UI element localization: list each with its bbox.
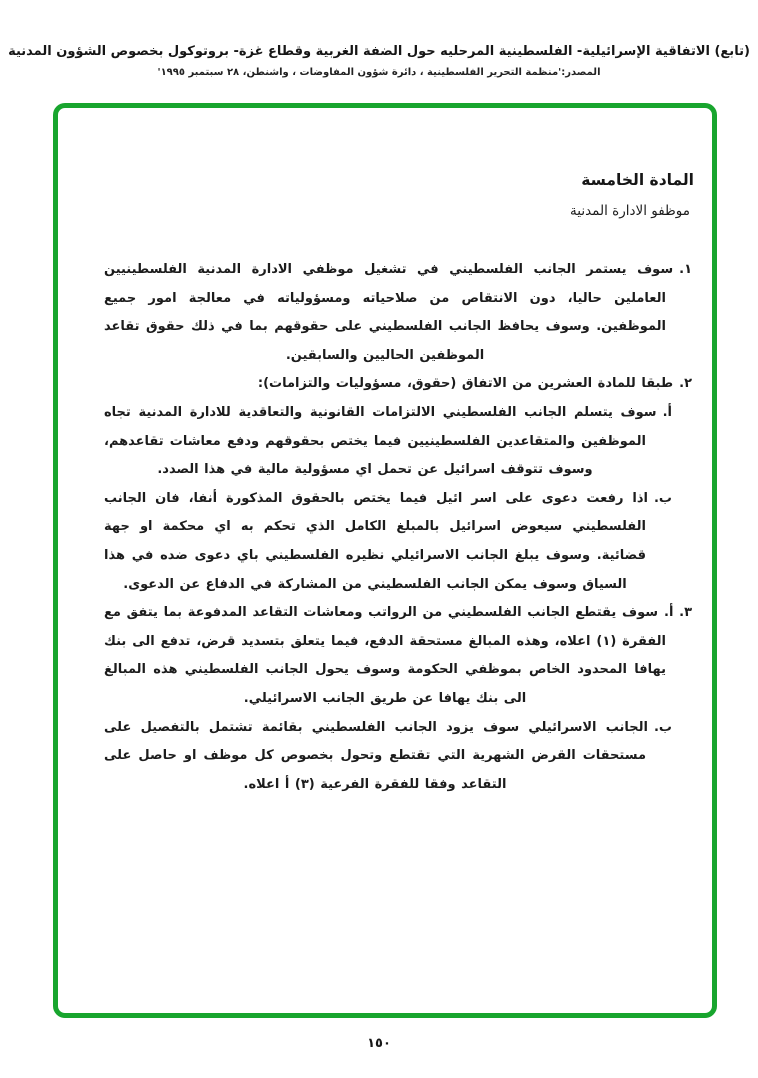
paragraph-1-text: سوف يستمر الجانب الفلسطيني في تشغيل موظفي الادارة المدنية الفلسطينيين العاملين حاليا، دون الانتقاص من صلاحياته ومسؤولياته في معالجة امور جميع الموظفين. وسوف يحافظ الجانب الفلسطيني على حقوقهم بما في ذلك حقوق تقاعد الموظفين الحاليين والسابقين. xyxy=(104,262,674,363)
document-header-source: المصدر:'منظمة التحرير الفلسطينية ، دائرة شؤون المفاوضات ، واشنطن، ٢٨ سبتمبر ١٩٩٥' xyxy=(157,67,601,78)
paragraph-2a xyxy=(104,399,672,485)
frame-content xyxy=(58,108,712,1013)
paragraph-2a-text: سوف يتسلم الجانب الفلسطيني الالتزامات القانونية والتعاقدية للادارة المدنية تجاه الموظفين والمتقاعدين الفلسطينيين فيما يختص بحقوقهم ودفع معاشات تقاعدهم، وسوف تتوقف اسرائيل عن تحمل اي مسؤولية مالية في هذا الصدد. xyxy=(104,404,657,478)
paragraph-3b xyxy=(104,714,672,800)
paragraph-3a xyxy=(104,599,692,713)
paragraph-2a-marker: أ. xyxy=(662,404,672,420)
article-body xyxy=(58,256,712,799)
paragraph-3a-marker: ٣. أ. xyxy=(664,605,692,621)
paragraph-3b-text: الجانب الاسرائيلي سوف يزود الجانب الفلسطيني بقائمة تشتمل بالتفصيل على مستحقات القرض الشهرية التي تقتطع وتحول بخصوص كل موظف او حاصل على التقاعد وفقا للفقرة الفرعية (٣) أ اعلاه. xyxy=(104,719,648,792)
paragraph-2-text: طبقا للمادة العشرين من الاتفاق (حقوق، مسؤوليات والتزامات): xyxy=(257,376,674,392)
article-subtitle: موظفو الادارة المدنية xyxy=(570,203,690,219)
paragraph-2b-text: اذا رفعت دعوى على اسر ائيل فيما يختص بالحقوق المذكورة أنفا، فان الجانب الفلسطيني سيعوض اسرائيل بالمبلغ الكامل الذي تحكم به اي محكمة او جهة قضائية. وسوف يبلغ الجانب الاسرائيلي نظيره الفلسطيني باي دعوى ضده في هذا السياق وسوف يمكن الجانب الفلسطيني من المشاركة في الدفاع عن الدعوى. xyxy=(104,490,648,592)
paragraph-1 xyxy=(104,256,692,370)
paragraph-2-marker: ٢. xyxy=(679,376,692,392)
page-number: ١٥٠ xyxy=(367,1036,391,1051)
document-header-title: (تابع) الاتفاقية الإسرائيلية- الفلسطينية المرحليه حول الضفة الغربية وقطاع غزة- بروتوكول بخصوص الشؤون المدنية xyxy=(8,44,750,59)
paragraph-2b-marker: ب. xyxy=(653,490,672,506)
paragraph-1-marker: ١. xyxy=(679,262,692,277)
paragraph-3a-text: سوف يقتطع الجانب الفلسطيني من الرواتب ومعاشات التقاعد المدفوعة بما يتفق مع الفقرة (١) اعلاه، وهذه المبالغ مستحقة الدفع، فيما يتعلق بتسديد قرض، تدفع الى بنك يهافا المحدود الخاص بموظفي الحكومة وسوف يحول الجانب الفلسطيني هذه المبالغ الى بنك يهافا عن طريق الجانب الاسرائيلي. xyxy=(104,605,666,706)
paragraph-3b-marker: ب. xyxy=(653,719,672,735)
paragraph-2 xyxy=(104,370,692,399)
article-title: المادة الخامسة xyxy=(581,171,694,189)
document-header xyxy=(0,44,758,78)
green-border-frame xyxy=(53,103,717,1018)
paragraph-2b xyxy=(104,485,672,599)
